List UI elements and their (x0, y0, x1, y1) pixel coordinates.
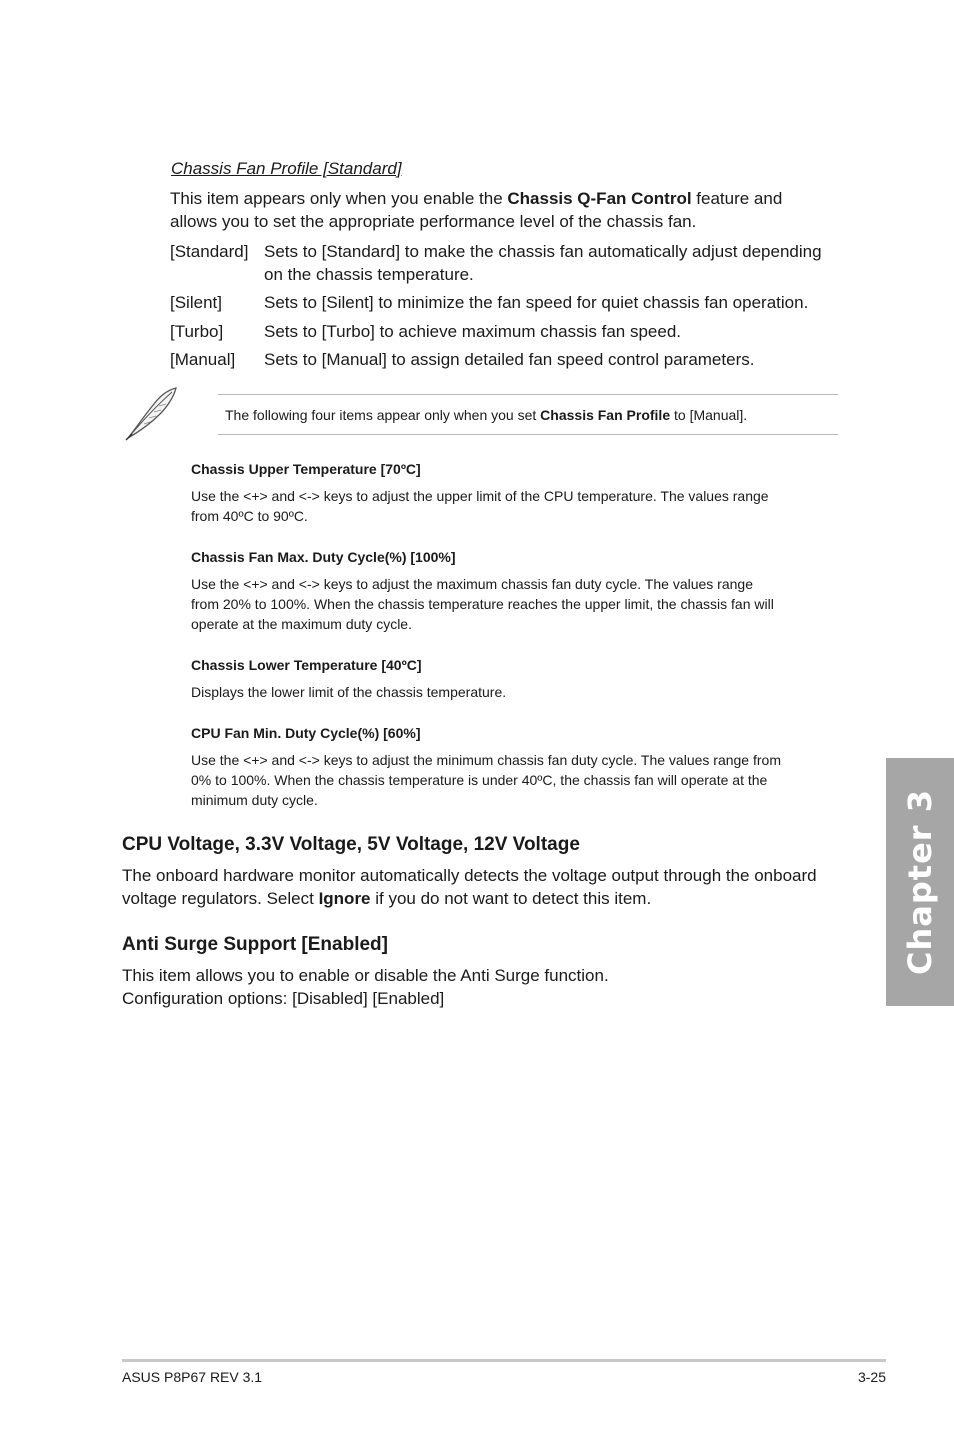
note-bottom-rule (218, 434, 838, 435)
item-title: CPU Fan Min. Duty Cycle(%) [60%] (191, 725, 421, 741)
option-key: [Manual] (170, 350, 236, 369)
anti-surge-line-1: This item allows you to enable or disable the Anti Surge function. (122, 966, 609, 985)
option-desc-line: Sets to [Standard] to make the chassis fan automatically adjust depending (264, 242, 822, 261)
voltage-bold: Ignore (318, 889, 371, 908)
item-title: Chassis Upper Temperature [70ºC] (191, 461, 421, 477)
option-desc: Sets to [Manual] to assign detailed fan speed control parameters. (264, 350, 755, 369)
option-turbo (170, 320, 850, 344)
anti-surge-desc (122, 964, 852, 1010)
voltage-heading: CPU Voltage, 3.3V Voltage, 5V Voltage, 12V Voltage (122, 834, 580, 855)
profile-intro (170, 187, 850, 233)
voltage-line-2a: voltage regulators. Select (122, 889, 319, 908)
item-desc (191, 574, 841, 634)
item-title: Chassis Fan Max. Duty Cycle(%) [100%] (191, 549, 456, 565)
note-text-2: to [Manual]. (670, 407, 748, 423)
item-desc-line: Use the <+> and <-> keys to adjust the minimum chassis fan duty cycle. The values range from (191, 752, 781, 768)
item-desc-line: Use the <+> and <-> keys to adjust the upper limit of the CPU temperature. The values range (191, 488, 769, 504)
note-bold: Chassis Fan Profile (540, 407, 671, 423)
item-desc-line: from 20% to 100%. When the chassis temperature reaches the upper limit, the chassis fan will (191, 596, 774, 612)
option-desc: Sets to [Turbo] to achieve maximum chassis fan speed. (264, 322, 682, 341)
option-desc-line: on the chassis temperature. (264, 265, 474, 284)
note-text-1: The following four items appear only when you set (225, 407, 541, 423)
profile-heading: Chassis Fan Profile [Standard] (171, 159, 402, 178)
page-number: 3-25 (857, 1369, 886, 1385)
feather-pen-icon (122, 384, 180, 442)
item-desc-line: operate at the maximum duty cycle. (191, 616, 412, 632)
option-standard (170, 240, 850, 288)
note-text (225, 405, 835, 425)
item-desc (191, 486, 841, 526)
option-key: [Turbo] (170, 322, 224, 341)
voltage-desc (122, 864, 852, 910)
option-desc (264, 240, 844, 286)
item-title: Chassis Lower Temperature [40ºC] (191, 657, 422, 673)
item-desc (191, 750, 851, 810)
option-key: [Silent] (170, 293, 222, 312)
chapter-tab (886, 758, 954, 1006)
item-desc-line: Displays the lower limit of the chassis temperature. (191, 684, 507, 700)
option-key: [Standard] (170, 242, 249, 261)
anti-surge-line-2: Configuration options: [Disabled] [Enabled] (122, 989, 445, 1008)
footer-rule (122, 1359, 886, 1362)
voltage-line-2b: if you do not want to detect this item. (370, 889, 652, 908)
note-top-rule (218, 394, 838, 395)
item-desc-line: from 40ºC to 90ºC. (191, 508, 308, 524)
voltage-line-1: The onboard hardware monitor automatically detects the voltage output through the onboard (122, 866, 817, 885)
option-desc: Sets to [Silent] to minimize the fan speed for quiet chassis fan operation. (264, 293, 809, 312)
item-desc-line: Use the <+> and <-> keys to adjust the maximum chassis fan duty cycle. The values range (191, 576, 753, 592)
intro-text-3: allows you to set the appropriate performance level of the chassis fan. (170, 212, 697, 231)
option-silent (170, 291, 850, 315)
option-manual (170, 348, 850, 372)
item-desc-line: 0% to 100%. When the chassis temperature is under 40ºC, the chassis fan will operate at the (191, 772, 768, 788)
intro-text-2: feature and (691, 189, 783, 208)
chapter-tab-label: Chapter 3 (901, 789, 939, 975)
anti-surge-heading: Anti Surge Support [Enabled] (122, 934, 388, 955)
item-desc (191, 682, 841, 702)
intro-bold: Chassis Q-Fan Control (507, 189, 692, 208)
intro-text-1: This item appears only when you enable the (170, 189, 508, 208)
item-desc-line: minimum duty cycle. (191, 792, 318, 808)
footer-left: ASUS P8P67 REV 3.1 (122, 1369, 263, 1385)
